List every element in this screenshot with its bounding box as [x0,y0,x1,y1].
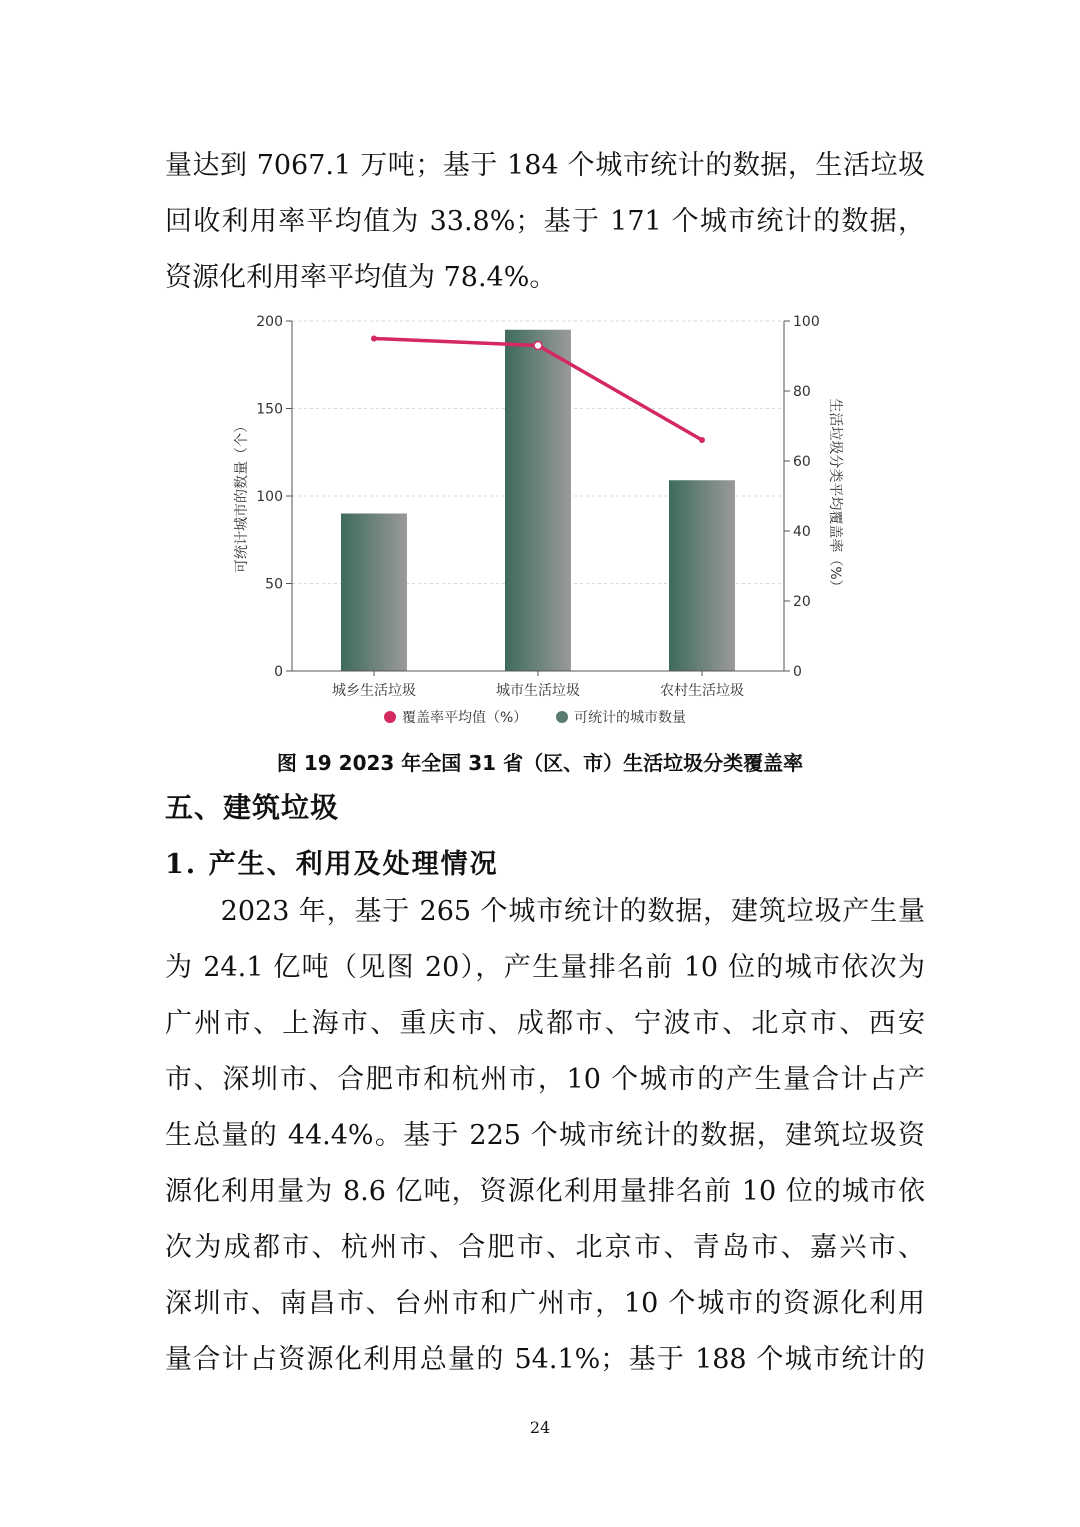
chart-legend [384,709,686,726]
text-line: 资源化利用率平均值为 78.4%。 [165,262,557,293]
text-line: 2023 年，基于 265 个城市统计的数据，建筑垃圾产生量 [165,896,925,927]
tick-label-right: 20 [793,594,811,610]
line-point [699,437,705,443]
text-line: 回收利用率平均值为 33.8%；基于 171 个城市统计的数据， [165,206,925,237]
text-line: 市、深圳市、合肥市和杭州市，10 个城市的产生量合计占产 [165,1064,925,1095]
y-axis-title-left: 可统计城市的数量（个） [234,419,250,573]
tick-label-left: 50 [265,576,283,593]
paragraph-1 [165,138,925,306]
category-label: 城市生活垃圾 [496,683,580,699]
tick-label-right: 0 [793,664,802,680]
tick-label-right: 100 [793,314,820,330]
text-line: 量达到 7067.1 万吨；基于 184 个城市统计的数据，生活垃圾 [165,150,925,181]
tick-label-right: 60 [793,454,811,470]
bar [505,330,571,671]
bar [341,514,407,672]
text-line: 量合计占资源化利用总量的 54.1%；基于 188 个城市统计的 [165,1344,925,1375]
text-line: 深圳市、南昌市、台州市和广州市，10 个城市的资源化利用 [165,1288,925,1319]
legend-label: 覆盖率平均值（%） [402,710,528,726]
line-point [371,336,377,342]
coverage-chart [200,300,880,740]
text-line: 广州市、上海市、重庆市、成都市、宁波市、北京市、西安 [165,1008,925,1039]
tick-label-right: 80 [793,384,811,400]
page-number: 24 [529,1418,551,1437]
category-label: 农村生活垃圾 [660,683,744,699]
chart-bars [341,330,735,671]
legend-marker-bar [556,711,568,723]
legend-marker-line [384,711,396,723]
category-label: 城乡生活垃圾 [332,683,416,699]
tick-label-left: 0 [274,664,283,680]
tick-label-left: 200 [256,314,283,330]
text-line: 次为成都市、杭州市、合肥市、北京市、青岛市、嘉兴市、 [165,1232,925,1263]
tick-label-left: 100 [256,489,283,505]
text-line: 生总量的 44.4%。基于 225 个城市统计的数据，建筑垃圾资 [165,1120,925,1151]
figure-caption: 图 19 2023 年全国 31 省（区、市）生活垃圾分类覆盖率 [276,751,804,775]
section-title: 五、建筑垃圾 [165,791,340,824]
text-line: 源化利用量为 8.6 亿吨，资源化利用量排名前 10 位的城市依 [165,1176,925,1207]
text-line: 为 24.1 亿吨（见图 20），产生量排名前 10 位的城市依次为 [165,952,925,983]
line-point [534,342,542,350]
tick-label-left: 150 [256,401,283,418]
tick-label-right: 40 [793,524,811,540]
y-axis-title-right: 生活垃圾分类平均覆盖率（%） [827,398,843,594]
legend-label: 可统计的城市数量 [574,710,686,726]
subsection-title: 1. 产生、利用及处理情况 [165,849,499,880]
bar [669,480,735,671]
paragraph-2 [165,884,925,1388]
